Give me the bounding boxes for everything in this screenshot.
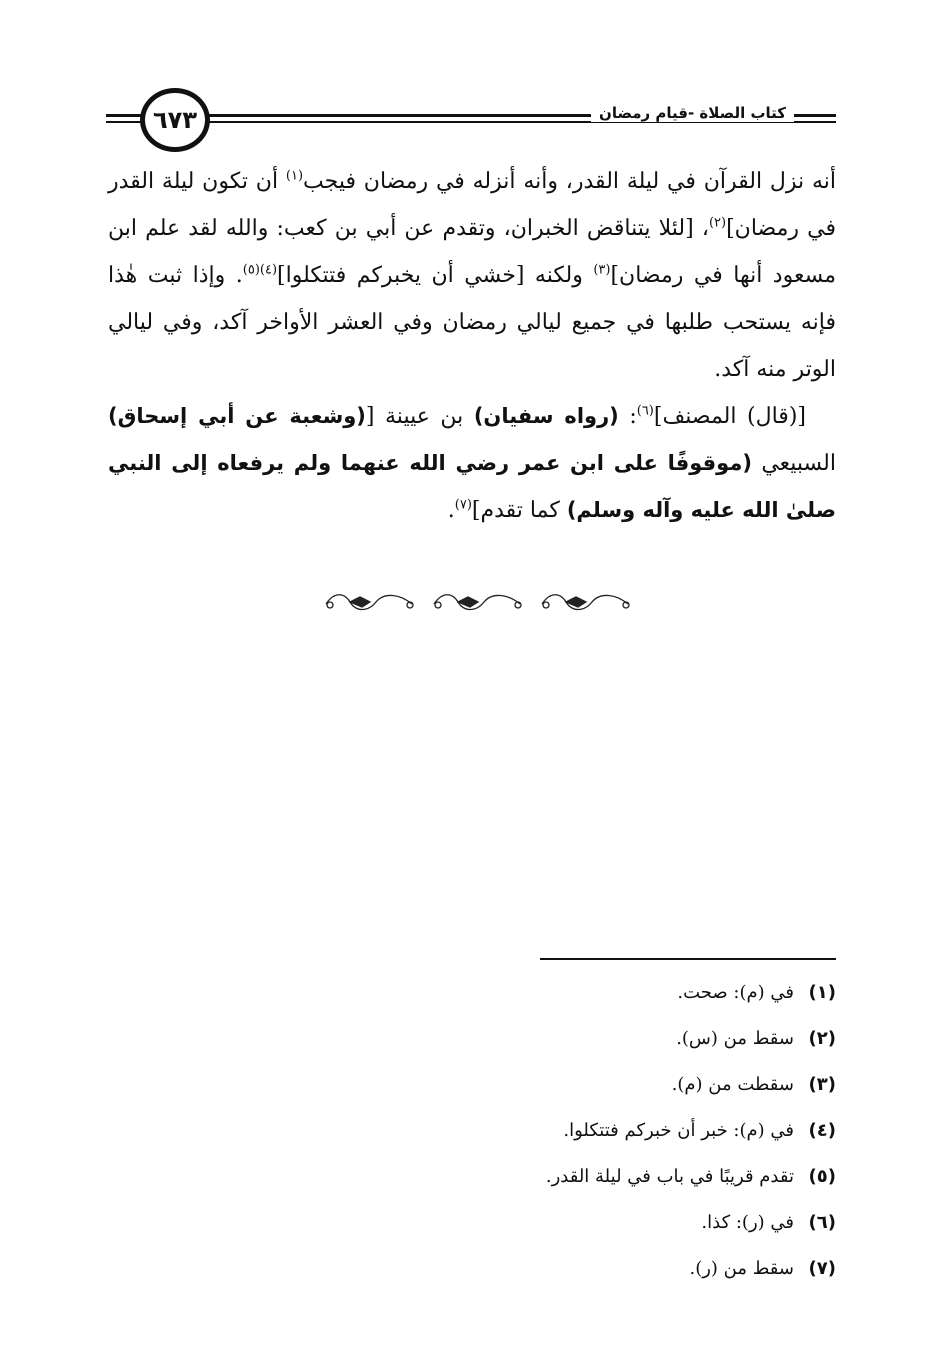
footnote-ref-4-5: (٤)(٥) [242, 262, 278, 278]
page-number: ٦٧٣ [140, 88, 210, 152]
running-title: كتاب الصلاة -قيام رمضان [591, 104, 794, 122]
footnote-item: (٧)سقط من (ر). [689, 1258, 836, 1279]
footnote-separator [540, 958, 836, 960]
running-header [106, 88, 836, 152]
footnote-item: (٦)في (ر): كذا. [701, 1212, 836, 1233]
matn-text: (رواه سفيان) [473, 404, 619, 428]
section-end-ornament [320, 588, 630, 618]
footnote-item: (٥)تقدم قريبًا في باب في ليلة القدر. [545, 1166, 836, 1187]
footnote-ref-7: (٧) [454, 497, 472, 513]
matn-text: (وشعبة عن أبي إسحاق) [108, 404, 366, 428]
footnote-ref-6: (٦) [636, 403, 654, 419]
footnote-ref-1: (١) [285, 168, 304, 184]
paragraph-2: [(قال) المصنف]$^{(٦)}$: (رواه سفيان) بن عيينة [(وشعبة عن أبي إسحاق) السبيعي (موقوفًا على ابن عمر رضي الله عنهما ولم يرفعاه إلى النبي صلىٰ الله عليه وآله وسلم) كما تقدم]$^{(٧)}$. [108, 403, 836, 523]
footnote-ref-3: (٣) [593, 262, 611, 278]
footnote-item: (١)في (م): صحت. [677, 982, 836, 1003]
footnote-item: (٢)سقط من (س). [676, 1028, 836, 1049]
footnote-item: (٤)في (م): خبر أن خبركم فتتكلوا. [563, 1120, 836, 1141]
matn-text: (موقوفًا على ابن عمر رضي الله عنهما ولم يرفعاه إلى النبي صلىٰ الله عليه وآله وسلم) [108, 451, 836, 522]
footnote-item: (٣)سقطت من (م). [671, 1074, 836, 1095]
main-text [108, 158, 836, 534]
footnotes [436, 970, 836, 1292]
footnote-ref-2: (٢) [708, 215, 727, 231]
paragraph-1: أنه نزل القرآن في ليلة القدر، وأنه أنزله في رمضان فيجب$^{(١)}$ أن تكون ليلة القدر في رمضان]$^{(٢)}$، [لئلا يتناقض الخبران، وتقدم عن أبي بن كعب: والله لقد علم ابن مسعود أنها في رمضان]$^{(٣)}$ ولكنه [خشي أن يخبركم فتتكلوا]$^{(٤)(٥)}$. وإذا ثبت هٰذا فإنه يستحب طلبها في جميع ليالي رمضان وفي العشر الأواخر آكد، وفي ليالي الوتر منه آكد. [108, 168, 836, 382]
